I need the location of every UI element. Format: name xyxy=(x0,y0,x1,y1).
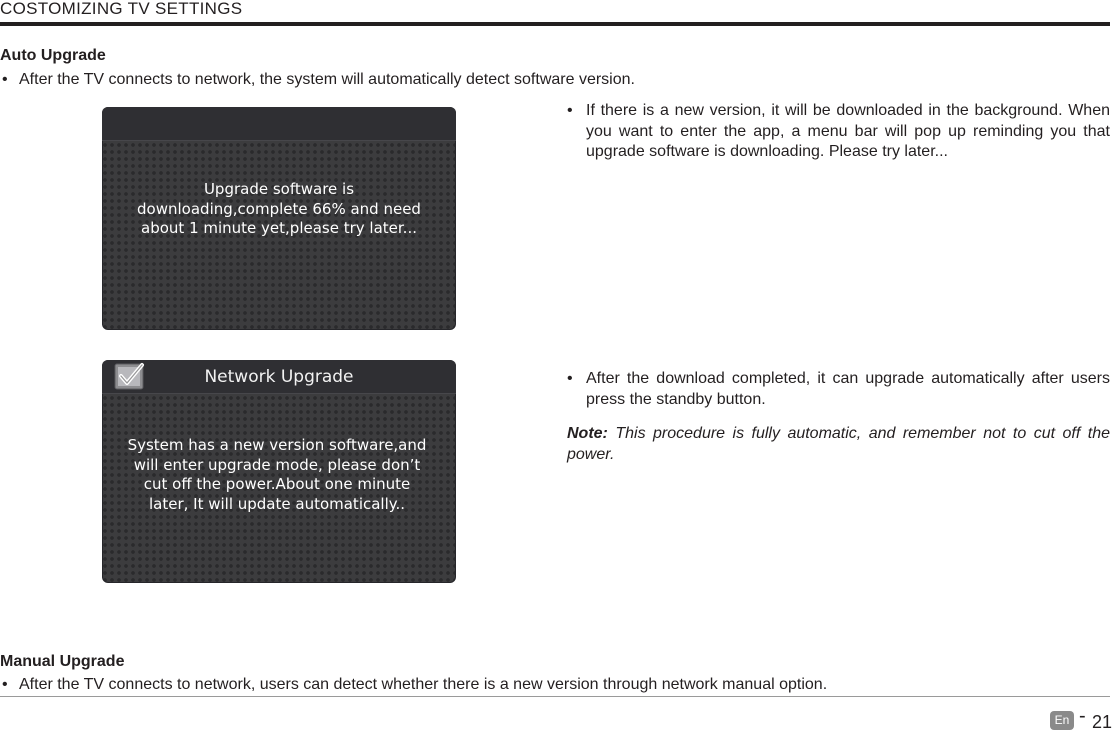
background-download-bullet xyxy=(567,101,1110,163)
background-download-text: If there is a new version, it will be downloaded in the background. When you want to enter the app, a menu bar will pop up reminding you that upgrade software is downloading. Please try later... xyxy=(586,102,1110,160)
manual-upgrade-text: After the TV connects to network, users can detect whether there is a new version through network manual option. xyxy=(19,676,828,693)
standby-upgrade-text: After the download completed, it can upgrade automatically after users press the standby button. xyxy=(586,370,1110,408)
downloading-message: Upgrade software is downloading,complete 66% and need about 1 minute yet,please try later... xyxy=(137,180,421,237)
manual-upgrade-title: Manual Upgrade xyxy=(0,653,125,670)
auto-upgrade-intro xyxy=(0,70,760,91)
manual-upgrade-bullet xyxy=(0,675,1000,696)
language-badge: En xyxy=(1050,711,1074,730)
screen-title-bar xyxy=(102,107,456,141)
network-upgrade-message: System has a new version software,and will enter upgrade mode, please don’t cut off the power.About one minute later, It will update automatically.. xyxy=(127,436,427,513)
footer-rule xyxy=(0,696,1110,697)
note xyxy=(567,424,1110,465)
intro-text: After the TV connects to network, the system will automatically detect software version. xyxy=(19,71,635,88)
tv-screen-network-upgrade xyxy=(102,360,456,583)
bullet-symbol: • xyxy=(2,676,8,693)
note-paragraph xyxy=(567,424,1110,465)
network-upgrade-title: Network Upgrade xyxy=(204,367,354,387)
standby-upgrade-bullet xyxy=(567,369,1110,410)
auto-upgrade-title: Auto Upgrade xyxy=(0,47,106,64)
header-rule xyxy=(0,22,1110,26)
bullet-symbol: • xyxy=(567,102,573,119)
bullet-symbol: • xyxy=(2,71,8,88)
page-dash: - xyxy=(1079,705,1086,727)
note-text: This procedure is fully automatic, and remember not to cut off the power. xyxy=(567,425,1110,463)
page-number: 21 xyxy=(1092,712,1113,732)
tv-screen-downloading xyxy=(102,107,456,330)
note-label: Note: xyxy=(567,425,608,442)
screen-title-bar xyxy=(102,360,456,394)
page-header-title: COSTOMIZING TV SETTINGS xyxy=(0,0,243,18)
bullet-symbol: • xyxy=(567,370,573,387)
